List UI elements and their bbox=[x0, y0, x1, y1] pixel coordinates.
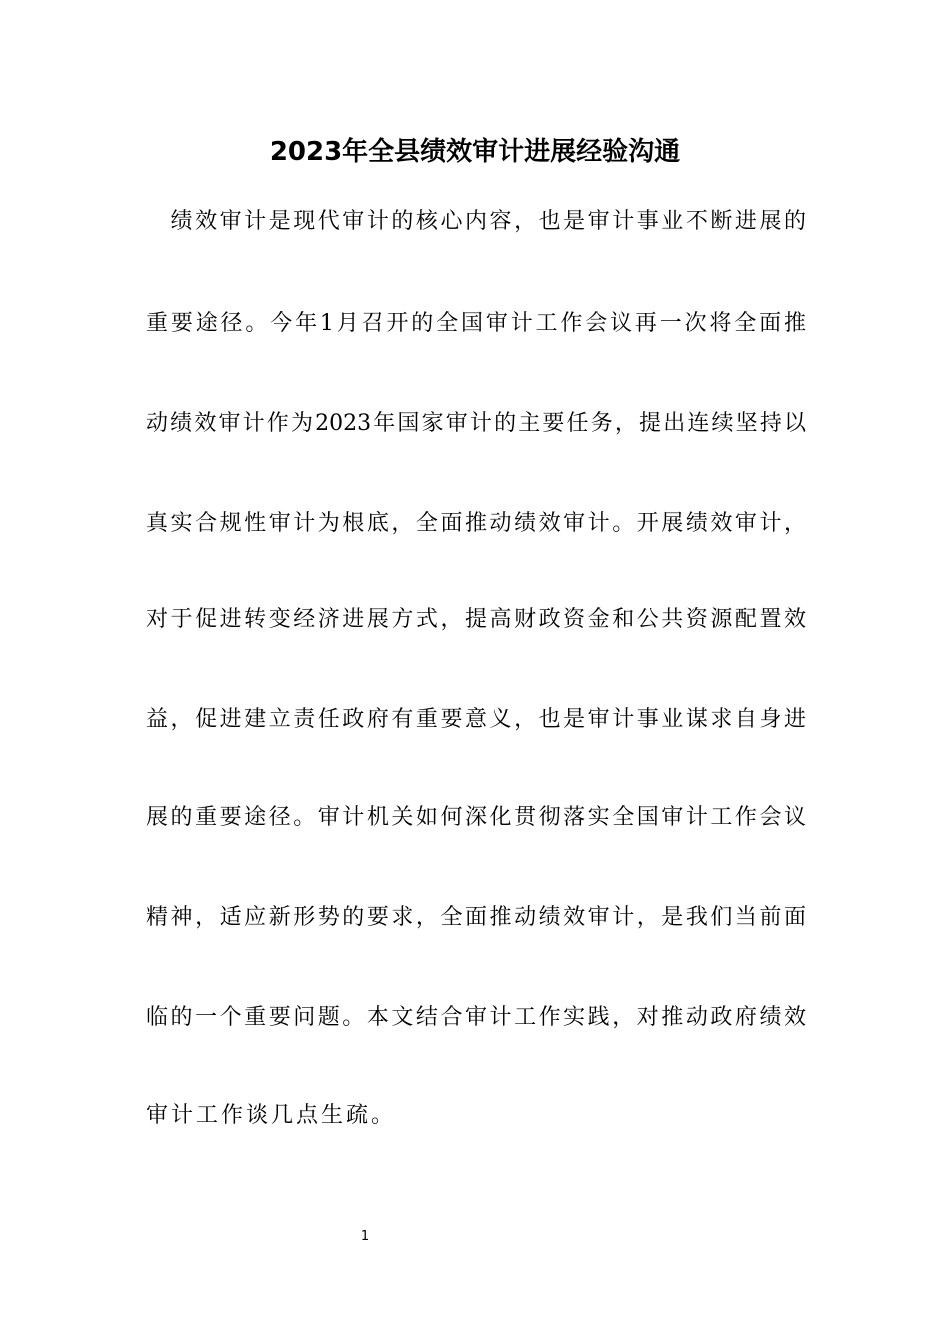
paragraph-line-1: 绩效审计是现代审计的核心内容，也是审计事业不断进展的 bbox=[146, 209, 806, 234]
paragraph-line-7: 展的重要途径。审计机关如何深化贯彻落实全国审计工作会议 bbox=[146, 805, 806, 830]
paragraph-line-2: 重要途径。今年1月召开的全国审计工作会议再一次将全面推 bbox=[146, 311, 806, 336]
paragraph-line-6: 益，促进建立责任政府有重要意义，也是审计事业谋求自身进 bbox=[146, 707, 806, 732]
document-title: 2023年全县绩效审计进展经验沟通 bbox=[269, 137, 681, 167]
page-number: 1 bbox=[360, 1229, 370, 1244]
paragraph-line-10: 审计工作谈几点生疏。 bbox=[146, 1103, 397, 1128]
paragraph-line-3: 动绩效审计作为2023年国家审计的主要任务，提出连续坚持以 bbox=[146, 411, 806, 436]
paragraph-line-9: 临的一个重要问题。本文结合审计工作实践，对推动政府绩效 bbox=[146, 1005, 806, 1030]
paragraph-line-4: 真实合规性审计为根底，全面推动绩效审计。开展绩效审计， bbox=[146, 511, 806, 536]
paragraph-line-8: 精神，适应新形势的要求，全面推动绩效审计，是我们当前面 bbox=[146, 905, 806, 930]
paragraph-line-5: 对于促进转变经济进展方式，提高财政资金和公共资源配置效 bbox=[146, 607, 806, 632]
